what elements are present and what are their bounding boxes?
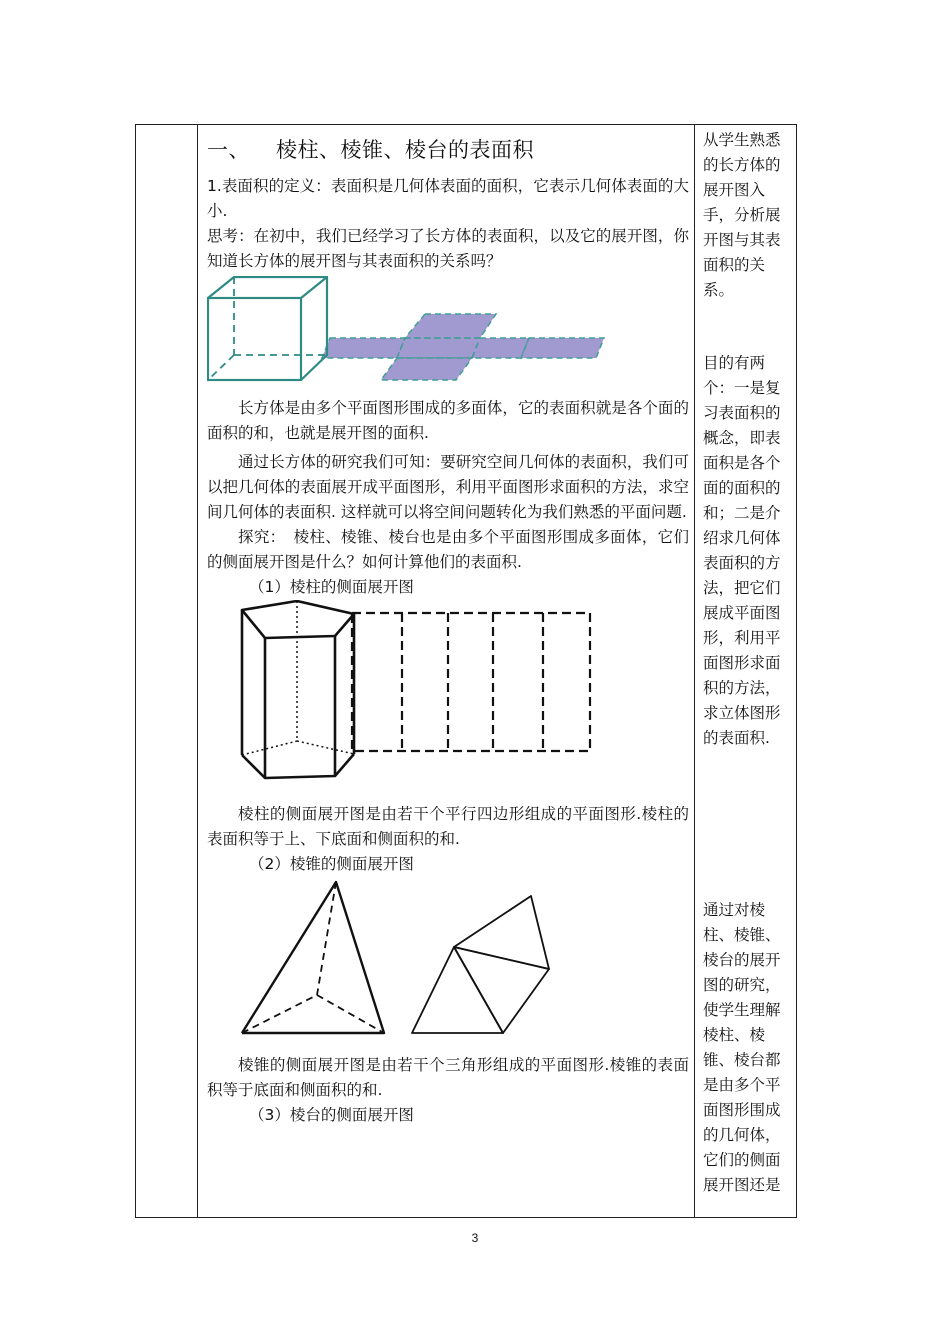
column-divider-left [197, 124, 198, 1218]
cuboid-figure [207, 276, 689, 386]
prism-heading: （1）棱柱的侧面展开图 [249, 578, 414, 596]
section-title: 棱柱、棱锥、棱台的表面积 [276, 138, 534, 162]
column-divider-right [694, 124, 695, 1218]
main-content [207, 130, 689, 1128]
prism-lateral-net [352, 613, 590, 751]
pyramid-figure [207, 877, 689, 1039]
pyramid-paragraph: 棱锥的侧面展开图是由若干个三角形组成的平面图形.棱锥的表面积等于底面和侧面积的和. [207, 1056, 689, 1099]
prism-top-face [242, 601, 354, 638]
net-face-center [397, 338, 480, 358]
cuboid-paragraph: 长方体是由多个平面图形围成的多面体，它的表面积就是各个面的面积的和，也就是展开图的面积. [207, 399, 689, 442]
page-number: 3 [471, 1231, 479, 1245]
cuboid-solid-figure [208, 277, 327, 380]
side-note-1: 从学生熟悉的长方体的展开图入手，分析展开图与其表面积的关系。 [703, 131, 781, 299]
pyramid-hidden-edges [242, 882, 384, 1033]
net-face-right [472, 338, 529, 358]
explore-paragraph: 探究： 棱柱、棱锥、棱台也是由多个平面图形围成多面体，它们的侧面展开图是什么？如何计算他们的表面积. [207, 528, 689, 571]
side-note-2: 目的有两个：一是复习表面积的概念，即表面积是各个面的面积的和；二是介绍求几何体表面积的方法，把它们展成平面图形，利用平面图形求面积的方法，求立体图形的表面积. [703, 354, 781, 747]
section-number: 一、 [207, 138, 250, 162]
method-paragraph: 通过长方体的研究我们可知：要研究空间几何体的表面积，我们可以把几何体的表面展开成平面图形，利用平面图形求面积的方法，求空间几何体的表面积. 这样就可以将空间问题转化为我们熟悉的平面问题. [207, 453, 689, 521]
prism-figure [207, 600, 689, 792]
pyramid-heading: （2）棱锥的侧面展开图 [249, 855, 414, 873]
pyramid-solid [242, 882, 384, 1033]
cuboid-top-edge [301, 277, 327, 298]
section-heading [207, 130, 689, 170]
prism-solid [242, 601, 354, 778]
cuboid-net-figure [322, 314, 604, 380]
definition-paragraph: 1.表面积的定义：表面积是几何体表面的面积，它表示几何体表面的大小. [207, 177, 689, 220]
side-note-3: 通过对棱柱、棱锥、棱台的展开图的研究，使学生理解棱柱、棱锥、棱台都是由多个平面图形围成的几何体，它们的侧面展开图还是 [703, 901, 781, 1194]
prism-hidden-edges [242, 601, 354, 755]
net-face-back [521, 338, 604, 358]
pyramid-lateral-net [412, 896, 549, 1033]
prism-paragraph: 棱柱的侧面展开图是由若干个平行四边形组成的平面图形.棱柱的表面积等于上、下底面和侧面积的和. [207, 805, 689, 848]
frustum-heading: （3）棱台的侧面展开图 [249, 1106, 414, 1124]
net-face-left [322, 338, 405, 358]
think-paragraph: 思考：在初中，我们已经学习了长方体的表面积，以及它的展开图，你知道长方体的展开图与其表面积的关系吗？ [207, 227, 689, 270]
net-face-bottom [381, 358, 472, 380]
net-face-top [405, 314, 496, 338]
